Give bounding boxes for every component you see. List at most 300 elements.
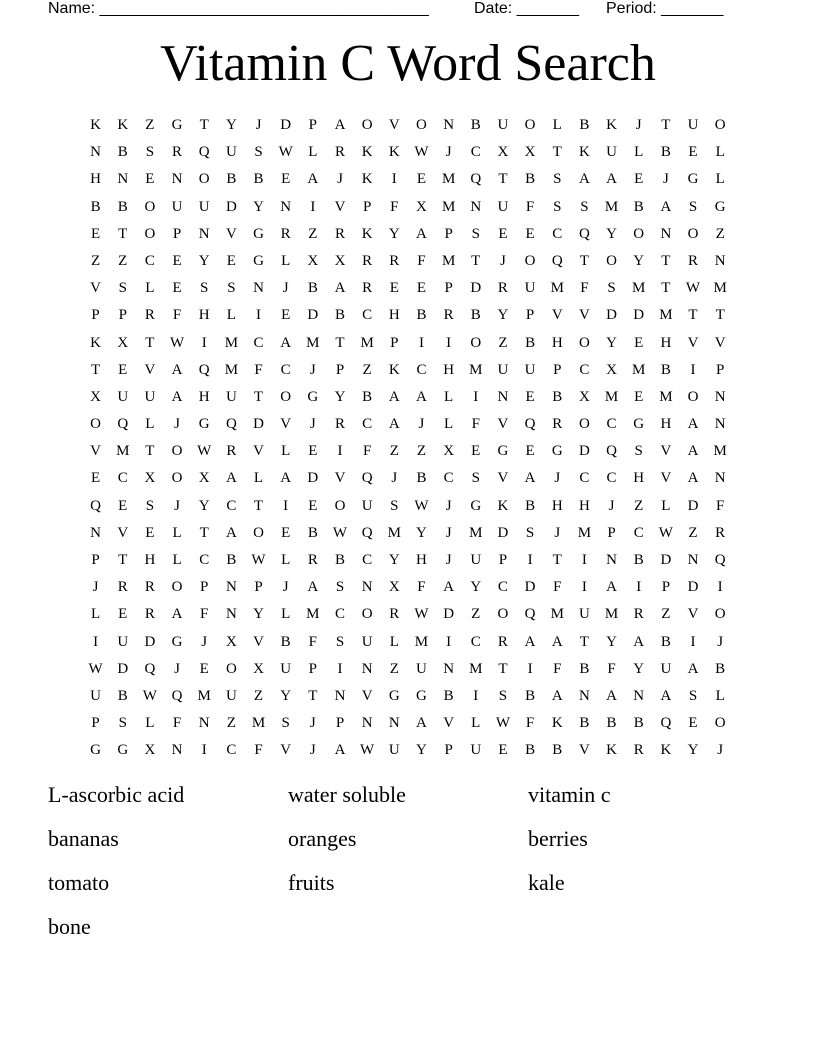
grid-cell[interactable]: K: [578, 144, 590, 161]
grid-cell[interactable]: H: [633, 470, 645, 487]
grid-cell[interactable]: P: [200, 579, 209, 596]
grid-cell[interactable]: T: [498, 171, 508, 188]
grid-cell[interactable]: X: [117, 334, 129, 351]
grid-cell[interactable]: R: [362, 280, 373, 297]
grid-cell[interactable]: E: [172, 280, 182, 297]
grid-cell[interactable]: Z: [471, 606, 481, 623]
grid-cell[interactable]: Z: [715, 225, 725, 242]
grid-cell[interactable]: A: [687, 416, 699, 433]
grid-cell[interactable]: M: [469, 524, 483, 541]
grid-cell[interactable]: A: [334, 117, 346, 133]
grid-cell[interactable]: N: [714, 470, 726, 487]
grid-cell[interactable]: T: [552, 144, 562, 161]
grid-cell[interactable]: V: [687, 606, 699, 623]
grid-cell[interactable]: W: [414, 606, 429, 623]
grid-cell[interactable]: G: [253, 225, 264, 242]
grid-cell[interactable]: I: [636, 579, 642, 596]
grid-cell[interactable]: H: [443, 361, 455, 378]
grid-cell[interactable]: O: [361, 606, 373, 623]
grid-cell[interactable]: D: [225, 198, 237, 215]
grid-cell[interactable]: B: [633, 715, 644, 732]
grid-cell[interactable]: B: [334, 552, 345, 568]
grid-cell[interactable]: S: [634, 443, 643, 460]
grid-cell[interactable]: U: [606, 144, 617, 161]
grid-cell[interactable]: U: [497, 117, 509, 133]
grid-cell[interactable]: F: [553, 579, 562, 596]
grid-cell[interactable]: P: [607, 524, 616, 541]
grid-cell[interactable]: J: [282, 579, 289, 596]
grid-cell[interactable]: Y: [416, 742, 427, 759]
grid-cell[interactable]: E: [90, 470, 101, 487]
grid-cell[interactable]: K: [361, 144, 373, 161]
grid-cell[interactable]: Z: [253, 687, 264, 704]
grid-cell[interactable]: A: [171, 388, 183, 405]
grid-cell[interactable]: C: [416, 361, 427, 378]
grid-cell[interactable]: H: [416, 552, 427, 568]
grid-cell[interactable]: L: [281, 552, 291, 568]
grid-cell[interactable]: C: [497, 579, 508, 596]
grid-cell[interactable]: V: [117, 524, 129, 541]
grid-cell[interactable]: W: [278, 144, 293, 161]
grid-cell[interactable]: T: [118, 225, 128, 242]
grid-cell[interactable]: P: [172, 225, 182, 242]
grid-cell[interactable]: M: [713, 280, 727, 297]
grid-cell[interactable]: Y: [225, 117, 237, 133]
grid-cell[interactable]: I: [201, 334, 207, 351]
grid-cell[interactable]: O: [578, 334, 590, 351]
grid-cell[interactable]: J: [418, 416, 425, 433]
grid-cell[interactable]: V: [90, 280, 101, 297]
grid-cell[interactable]: T: [661, 117, 671, 133]
grid-cell[interactable]: T: [253, 388, 264, 405]
grid-cell[interactable]: E: [90, 225, 101, 242]
grid-cell[interactable]: G: [633, 416, 645, 433]
grid-cell[interactable]: N: [714, 252, 726, 269]
grid-cell[interactable]: T: [253, 497, 264, 514]
grid-cell[interactable]: G: [416, 687, 427, 704]
grid-cell[interactable]: M: [224, 334, 239, 351]
grid-cell[interactable]: A: [416, 388, 427, 405]
grid-cell[interactable]: K: [361, 171, 373, 188]
grid-cell[interactable]: A: [443, 579, 455, 596]
grid-cell[interactable]: N: [171, 742, 183, 759]
grid-cell[interactable]: T: [145, 443, 155, 460]
grid-cell[interactable]: K: [660, 742, 672, 759]
grid-cell[interactable]: U: [198, 198, 210, 215]
grid-cell[interactable]: A: [416, 715, 427, 732]
grid-cell[interactable]: Z: [389, 660, 399, 677]
grid-cell[interactable]: E: [634, 388, 644, 405]
grid-cell[interactable]: O: [225, 660, 237, 677]
grid-cell[interactable]: F: [716, 497, 725, 514]
grid-cell[interactable]: E: [498, 225, 508, 242]
grid-cell[interactable]: N: [198, 225, 210, 242]
grid-cell[interactable]: Z: [118, 252, 128, 269]
grid-cell[interactable]: I: [201, 742, 207, 759]
grid-cell[interactable]: C: [199, 552, 210, 568]
grid-cell[interactable]: K: [388, 144, 400, 161]
grid-cell[interactable]: N: [117, 171, 129, 188]
grid-cell[interactable]: O: [171, 470, 183, 487]
grid-cell[interactable]: F: [471, 416, 480, 433]
grid-cell[interactable]: C: [280, 361, 291, 378]
grid-cell[interactable]: Q: [660, 715, 672, 732]
grid-cell[interactable]: E: [281, 307, 291, 324]
grid-cell[interactable]: Q: [198, 361, 210, 378]
grid-cell[interactable]: J: [309, 715, 316, 732]
grid-cell[interactable]: A: [551, 633, 563, 650]
grid-cell[interactable]: E: [281, 524, 291, 541]
grid-cell[interactable]: N: [90, 524, 101, 541]
grid-cell[interactable]: Y: [606, 334, 617, 351]
grid-cell[interactable]: D: [524, 579, 536, 596]
grid-cell[interactable]: B: [334, 307, 345, 324]
grid-cell[interactable]: N: [714, 388, 726, 405]
grid-cell[interactable]: Y: [497, 307, 509, 324]
grid-cell[interactable]: L: [444, 388, 454, 405]
grid-cell[interactable]: B: [660, 144, 671, 161]
grid-cell[interactable]: G: [551, 443, 563, 460]
grid-cell[interactable]: P: [553, 361, 562, 378]
grid-cell[interactable]: R: [389, 606, 400, 623]
grid-cell[interactable]: V: [225, 225, 237, 242]
grid-cell[interactable]: O: [334, 497, 346, 514]
grid-cell[interactable]: J: [717, 742, 724, 759]
grid-cell[interactable]: P: [498, 552, 508, 568]
grid-cell[interactable]: O: [497, 606, 509, 623]
grid-cell[interactable]: V: [497, 416, 509, 433]
grid-cell[interactable]: F: [553, 660, 562, 677]
grid-cell[interactable]: E: [416, 171, 427, 188]
grid-cell[interactable]: V: [497, 470, 509, 487]
grid-cell[interactable]: W: [685, 280, 701, 297]
grid-cell[interactable]: D: [117, 660, 129, 677]
grid-cell[interactable]: U: [117, 633, 129, 650]
grid-cell[interactable]: I: [690, 361, 696, 378]
grid-cell[interactable]: I: [391, 171, 397, 188]
grid-cell[interactable]: V: [578, 307, 590, 324]
grid-cell[interactable]: X: [144, 742, 156, 759]
grid-cell[interactable]: S: [145, 497, 155, 514]
grid-cell[interactable]: M: [659, 307, 673, 324]
grid-cell[interactable]: T: [471, 252, 481, 269]
grid-cell[interactable]: R: [144, 606, 155, 623]
grid-cell[interactable]: C: [443, 470, 454, 487]
grid-cell[interactable]: B: [470, 117, 481, 133]
grid-cell[interactable]: G: [388, 687, 400, 704]
grid-cell[interactable]: B: [280, 633, 291, 650]
grid-cell[interactable]: S: [471, 225, 480, 242]
grid-cell[interactable]: Y: [280, 687, 292, 704]
grid-cell[interactable]: X: [225, 633, 237, 650]
grid-cell[interactable]: R: [497, 633, 508, 650]
grid-cell[interactable]: L: [90, 606, 101, 623]
grid-cell[interactable]: Y: [198, 252, 210, 269]
grid-cell[interactable]: V: [388, 117, 400, 133]
grid-cell[interactable]: D: [470, 280, 482, 297]
grid-cell[interactable]: Y: [388, 552, 400, 568]
grid-cell[interactable]: A: [687, 660, 699, 677]
grid-cell[interactable]: U: [497, 361, 509, 378]
grid-cell[interactable]: W: [658, 524, 673, 541]
period-field[interactable]: Period: _______: [606, 0, 724, 17]
grid-cell[interactable]: P: [118, 307, 127, 324]
grid-cell[interactable]: Y: [334, 388, 346, 405]
grid-cell[interactable]: J: [174, 660, 180, 677]
grid-cell[interactable]: L: [634, 144, 644, 161]
grid-cell[interactable]: P: [308, 117, 317, 133]
grid-cell[interactable]: V: [714, 334, 726, 351]
grid-cell[interactable]: Y: [633, 252, 645, 269]
grid-cell[interactable]: E: [199, 660, 209, 677]
grid-cell[interactable]: G: [198, 416, 210, 433]
grid-cell[interactable]: S: [118, 280, 127, 297]
grid-cell[interactable]: D: [280, 117, 292, 133]
grid-cell[interactable]: U: [524, 280, 536, 297]
grid-cell[interactable]: B: [633, 198, 644, 215]
grid-cell[interactable]: W: [332, 524, 348, 541]
grid-cell[interactable]: N: [171, 171, 183, 188]
grid-cell[interactable]: L: [253, 470, 264, 487]
grid-cell[interactable]: B: [579, 117, 590, 133]
grid-cell[interactable]: J: [554, 524, 561, 541]
grid-cell[interactable]: X: [253, 660, 264, 677]
grid-cell[interactable]: Q: [470, 171, 482, 188]
grid-cell[interactable]: M: [360, 334, 374, 351]
grid-cell[interactable]: U: [388, 742, 400, 759]
grid-cell[interactable]: X: [388, 579, 400, 596]
grid-cell[interactable]: L: [281, 606, 291, 623]
grid-cell[interactable]: T: [688, 307, 698, 324]
grid-cell[interactable]: G: [470, 497, 482, 514]
grid-cell[interactable]: V: [144, 361, 156, 378]
grid-cell[interactable]: C: [362, 552, 373, 568]
grid-cell[interactable]: G: [714, 198, 726, 215]
grid-cell[interactable]: D: [307, 470, 319, 487]
grid-cell[interactable]: P: [444, 225, 453, 242]
grid-cell[interactable]: Z: [688, 524, 698, 541]
grid-cell[interactable]: O: [633, 225, 645, 242]
grid-cell[interactable]: T: [145, 334, 155, 351]
grid-cell[interactable]: C: [606, 470, 617, 487]
grid-cell[interactable]: Q: [144, 660, 156, 677]
grid-cell[interactable]: T: [335, 334, 345, 351]
grid-cell[interactable]: S: [525, 524, 535, 541]
grid-cell[interactable]: A: [524, 633, 536, 650]
grid-cell[interactable]: V: [551, 307, 563, 324]
grid-cell[interactable]: D: [660, 552, 672, 568]
grid-cell[interactable]: C: [552, 225, 563, 242]
grid-cell[interactable]: B: [362, 388, 373, 405]
grid-cell[interactable]: C: [470, 633, 481, 650]
grid-cell[interactable]: E: [145, 524, 155, 541]
grid-cell[interactable]: F: [172, 307, 182, 324]
grid-cell[interactable]: Y: [606, 633, 617, 650]
grid-cell[interactable]: T: [715, 307, 725, 324]
grid-cell[interactable]: E: [416, 280, 427, 297]
grid-cell[interactable]: R: [552, 416, 563, 433]
grid-cell[interactable]: J: [201, 633, 208, 650]
grid-cell[interactable]: J: [445, 144, 452, 161]
grid-cell[interactable]: F: [390, 198, 399, 215]
grid-cell[interactable]: P: [308, 660, 317, 677]
grid-cell[interactable]: S: [390, 497, 399, 514]
grid-cell[interactable]: B: [606, 715, 617, 732]
grid-cell[interactable]: M: [550, 280, 564, 297]
grid-cell[interactable]: V: [361, 687, 373, 704]
grid-cell[interactable]: G: [90, 742, 101, 759]
grid-cell[interactable]: F: [200, 606, 209, 623]
grid-cell[interactable]: H: [198, 388, 210, 405]
grid-cell[interactable]: N: [361, 715, 373, 732]
grid-cell[interactable]: W: [495, 715, 510, 732]
grid-cell[interactable]: Z: [661, 606, 671, 623]
grid-cell[interactable]: I: [256, 307, 262, 324]
grid-cell[interactable]: F: [607, 660, 616, 677]
grid-cell[interactable]: A: [334, 280, 346, 297]
grid-cell[interactable]: T: [308, 687, 318, 704]
grid-cell[interactable]: V: [660, 470, 672, 487]
grid-cell[interactable]: O: [524, 252, 536, 269]
grid-cell[interactable]: L: [145, 280, 155, 297]
grid-cell[interactable]: I: [283, 497, 289, 514]
grid-cell[interactable]: J: [337, 171, 343, 188]
grid-cell[interactable]: J: [635, 117, 642, 133]
grid-cell[interactable]: M: [414, 633, 429, 650]
grid-cell[interactable]: G: [687, 171, 699, 188]
grid-cell[interactable]: P: [661, 579, 671, 596]
grid-cell[interactable]: J: [445, 552, 452, 568]
grid-cell[interactable]: O: [361, 117, 373, 133]
grid-cell[interactable]: J: [174, 416, 180, 433]
grid-cell[interactable]: S: [145, 144, 155, 161]
grid-cell[interactable]: B: [525, 742, 536, 759]
grid-cell[interactable]: P: [716, 361, 725, 378]
grid-cell[interactable]: P: [91, 307, 100, 324]
grid-cell[interactable]: C: [226, 742, 237, 759]
grid-cell[interactable]: S: [553, 171, 562, 188]
grid-cell[interactable]: I: [337, 660, 343, 677]
grid-cell[interactable]: D: [443, 606, 455, 623]
grid-cell[interactable]: O: [578, 416, 590, 433]
grid-cell[interactable]: T: [579, 633, 589, 650]
grid-cell[interactable]: Y: [253, 198, 264, 215]
grid-cell[interactable]: L: [715, 144, 725, 161]
grid-cell[interactable]: P: [525, 307, 535, 324]
grid-cell[interactable]: B: [117, 687, 128, 704]
grid-cell[interactable]: J: [309, 742, 316, 759]
grid-cell[interactable]: L: [444, 416, 454, 433]
grid-cell[interactable]: M: [251, 715, 266, 732]
grid-cell[interactable]: D: [144, 633, 156, 650]
grid-cell[interactable]: J: [282, 280, 289, 297]
grid-cell[interactable]: A: [660, 198, 672, 215]
grid-cell[interactable]: X: [524, 144, 536, 161]
grid-cell[interactable]: U: [225, 388, 237, 405]
grid-cell[interactable]: E: [525, 443, 535, 460]
grid-cell[interactable]: J: [255, 117, 262, 133]
grid-cell[interactable]: I: [581, 552, 587, 568]
grid-cell[interactable]: G: [253, 252, 264, 269]
grid-cell[interactable]: A: [225, 524, 237, 541]
grid-cell[interactable]: A: [225, 470, 237, 487]
grid-cell[interactable]: D: [307, 307, 319, 324]
grid-cell[interactable]: J: [309, 361, 316, 378]
grid-cell[interactable]: M: [713, 443, 727, 460]
grid-cell[interactable]: N: [280, 198, 292, 215]
grid-cell[interactable]: H: [660, 334, 672, 351]
grid-cell[interactable]: Q: [225, 416, 237, 433]
grid-cell[interactable]: A: [307, 171, 319, 188]
grid-cell[interactable]: A: [388, 388, 400, 405]
grid-cell[interactable]: T: [498, 660, 508, 677]
grid-cell[interactable]: V: [253, 633, 264, 650]
grid-cell[interactable]: O: [253, 524, 264, 541]
grid-cell[interactable]: N: [90, 144, 101, 161]
grid-cell[interactable]: A: [606, 687, 617, 704]
grid-cell[interactable]: R: [334, 225, 345, 242]
grid-cell[interactable]: V: [334, 198, 346, 215]
grid-cell[interactable]: X: [606, 361, 617, 378]
grid-cell[interactable]: B: [525, 171, 536, 188]
grid-cell[interactable]: P: [91, 552, 100, 568]
grid-cell[interactable]: S: [254, 144, 263, 161]
grid-cell[interactable]: N: [361, 579, 373, 596]
grid-cell[interactable]: G: [307, 388, 319, 405]
grid-cell[interactable]: Q: [361, 524, 373, 541]
grid-cell[interactable]: J: [92, 579, 99, 596]
grid-cell[interactable]: C: [117, 470, 128, 487]
grid-cell[interactable]: P: [335, 361, 345, 378]
grid-cell[interactable]: M: [197, 687, 211, 704]
grid-cell[interactable]: F: [308, 633, 317, 650]
grid-cell[interactable]: H: [551, 334, 563, 351]
grid-cell[interactable]: N: [497, 388, 509, 405]
grid-cell[interactable]: J: [608, 497, 615, 514]
grid-cell[interactable]: L: [389, 633, 399, 650]
grid-cell[interactable]: U: [225, 144, 237, 161]
grid-cell[interactable]: F: [254, 742, 263, 759]
grid-cell[interactable]: U: [144, 388, 156, 405]
grid-cell[interactable]: R: [172, 144, 183, 161]
grid-cell[interactable]: X: [144, 470, 156, 487]
grid-cell[interactable]: I: [527, 552, 533, 568]
grid-cell[interactable]: N: [198, 715, 210, 732]
grid-cell[interactable]: R: [362, 252, 373, 269]
grid-cell[interactable]: B: [660, 361, 671, 378]
grid-cell[interactable]: J: [500, 252, 506, 269]
grid-cell[interactable]: P: [390, 334, 399, 351]
grid-cell[interactable]: E: [118, 361, 128, 378]
grid-cell[interactable]: Z: [145, 117, 155, 133]
grid-cell[interactable]: X: [307, 252, 319, 269]
grid-cell[interactable]: S: [688, 687, 698, 704]
grid-cell[interactable]: X: [334, 252, 346, 269]
grid-cell[interactable]: N: [606, 552, 617, 568]
grid-cell[interactable]: R: [226, 443, 237, 460]
grid-cell[interactable]: V: [280, 742, 292, 759]
grid-cell[interactable]: M: [306, 606, 320, 623]
grid-cell[interactable]: L: [471, 715, 481, 732]
grid-cell[interactable]: B: [416, 470, 427, 487]
grid-cell[interactable]: B: [117, 198, 128, 215]
grid-cell[interactable]: E: [525, 388, 535, 405]
grid-cell[interactable]: A: [416, 225, 427, 242]
grid-cell[interactable]: A: [687, 443, 699, 460]
grid-cell[interactable]: E: [688, 144, 698, 161]
grid-cell[interactable]: Y: [633, 660, 645, 677]
grid-cell[interactable]: L: [715, 171, 725, 188]
